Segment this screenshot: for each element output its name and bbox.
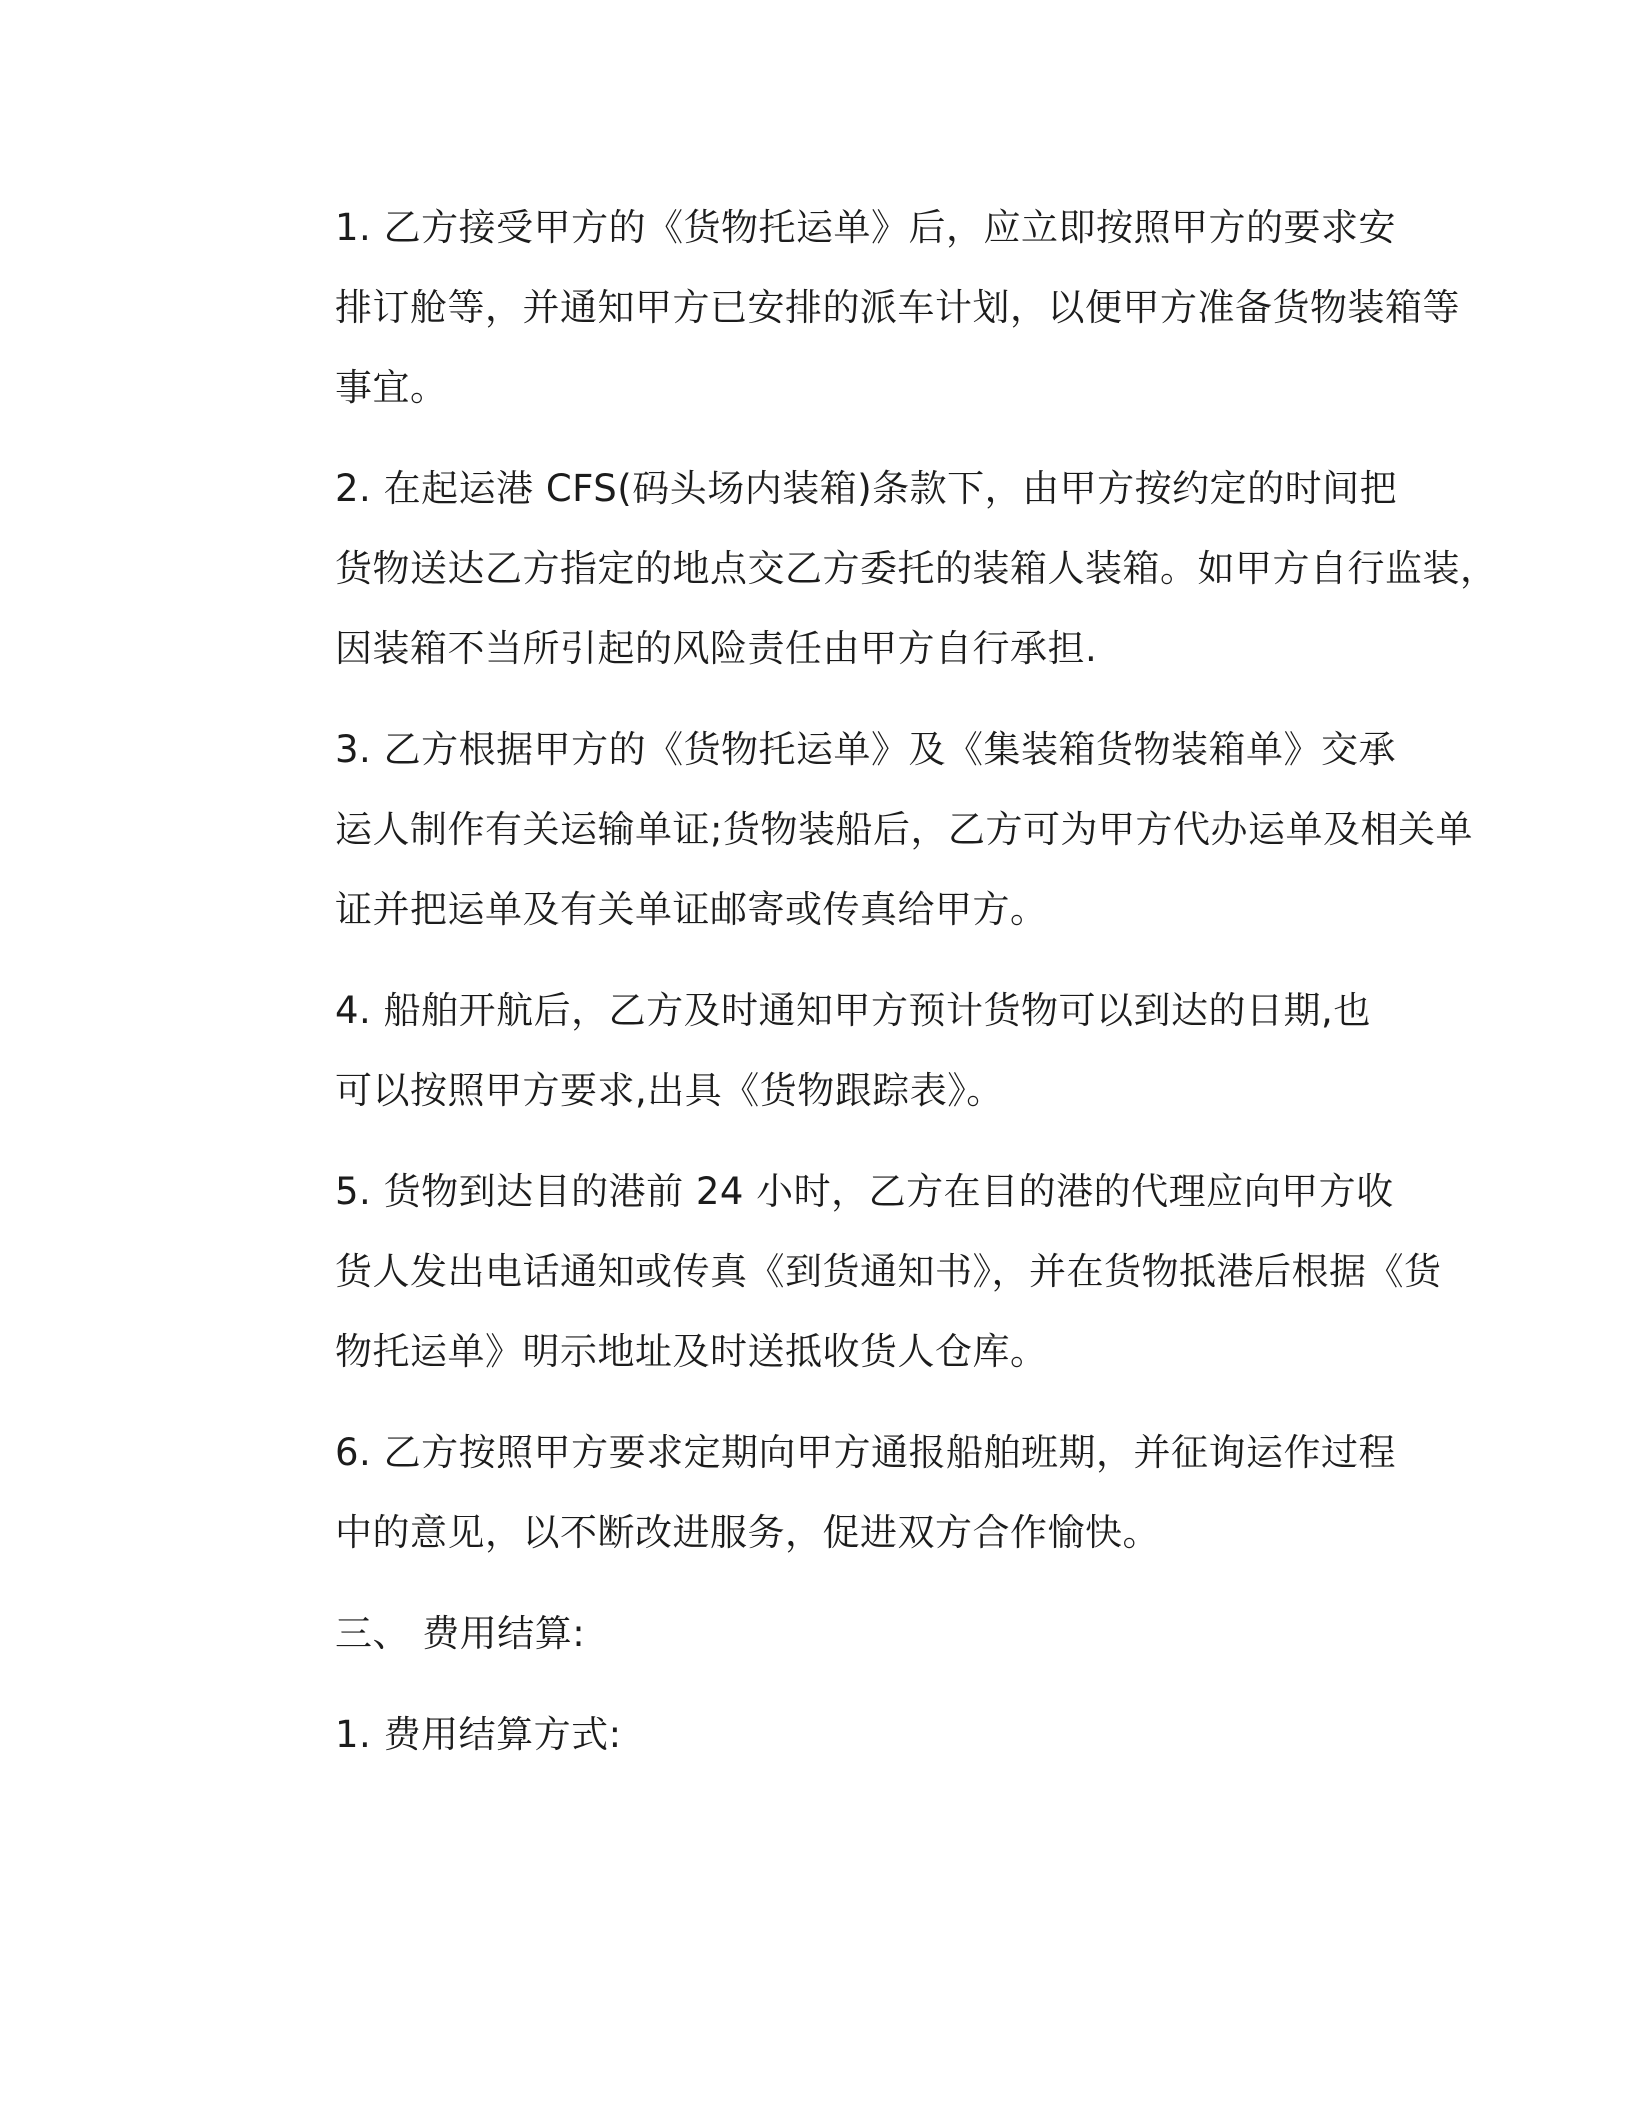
text-line: 2. 在起运港 CFS(码头场内装箱)条款下，由甲方按约定的时间把 [335, 467, 1398, 510]
text-line: 物托运单》明示地址及时送抵收货人仓库。 [335, 1330, 1048, 1373]
clause-1 [240, 188, 1460, 428]
text-line: 事宜。 [335, 366, 448, 409]
clause-2 [240, 449, 1498, 689]
text-line: 货人发出电话通知或传真《到货通知书》，并在货物抵港后根据《货 [335, 1250, 1442, 1293]
text-line: 因装箱不当所引起的风险责任由甲方自行承担. [335, 627, 1098, 670]
text-line: 4. 船舶开航后，乙方及时通知甲方预计货物可以到达的日期,也 [335, 989, 1371, 1032]
text-line: 货物送达乙方指定的地点交乙方委托的装箱人装箱。如甲方自行监装， [335, 547, 1498, 590]
sub-heading-settlement-method [240, 1695, 1382, 1775]
text-line: 中的意见，以不断改进服务，促进双方合作愉快。 [335, 1511, 1160, 1554]
clause-3 [240, 710, 1473, 950]
clause-5 [240, 1152, 1442, 1392]
clause-4 [240, 971, 1382, 1131]
text-line: 证并把运单及有关单证邮寄或传真给甲方。 [335, 888, 1048, 931]
text-line: 3. 乙方根据甲方的《货物托运单》及《集装箱货物装箱单》交承 [335, 728, 1397, 771]
text-line: 1. 乙方接受甲方的《货物托运单》后，应立即按照甲方的要求安 [335, 206, 1397, 249]
text-line: 排订舱等，并通知甲方已安排的派车计划，以便甲方准备货物装箱等 [335, 286, 1460, 329]
text-line: 三、 费用结算: [335, 1612, 586, 1655]
text-line: 可以按照甲方要求,出具《货物跟踪表》。 [335, 1069, 1004, 1112]
text-line: 6. 乙方按照甲方要求定期向甲方通报船舶班期，并征询运作过程 [335, 1431, 1397, 1474]
clause-6 [240, 1413, 1397, 1573]
text-line: 5. 货物到达目的港前 24 小时，乙方在目的港的代理应向甲方收 [335, 1170, 1394, 1213]
text-line: 1. 费用结算方式: [335, 1713, 622, 1756]
text-line: 运人制作有关运输单证;货物装船后，乙方可为甲方代办运单及相关单 [335, 808, 1473, 851]
section-heading-fee-settlement [240, 1594, 1382, 1674]
document-body [240, 188, 1498, 1775]
